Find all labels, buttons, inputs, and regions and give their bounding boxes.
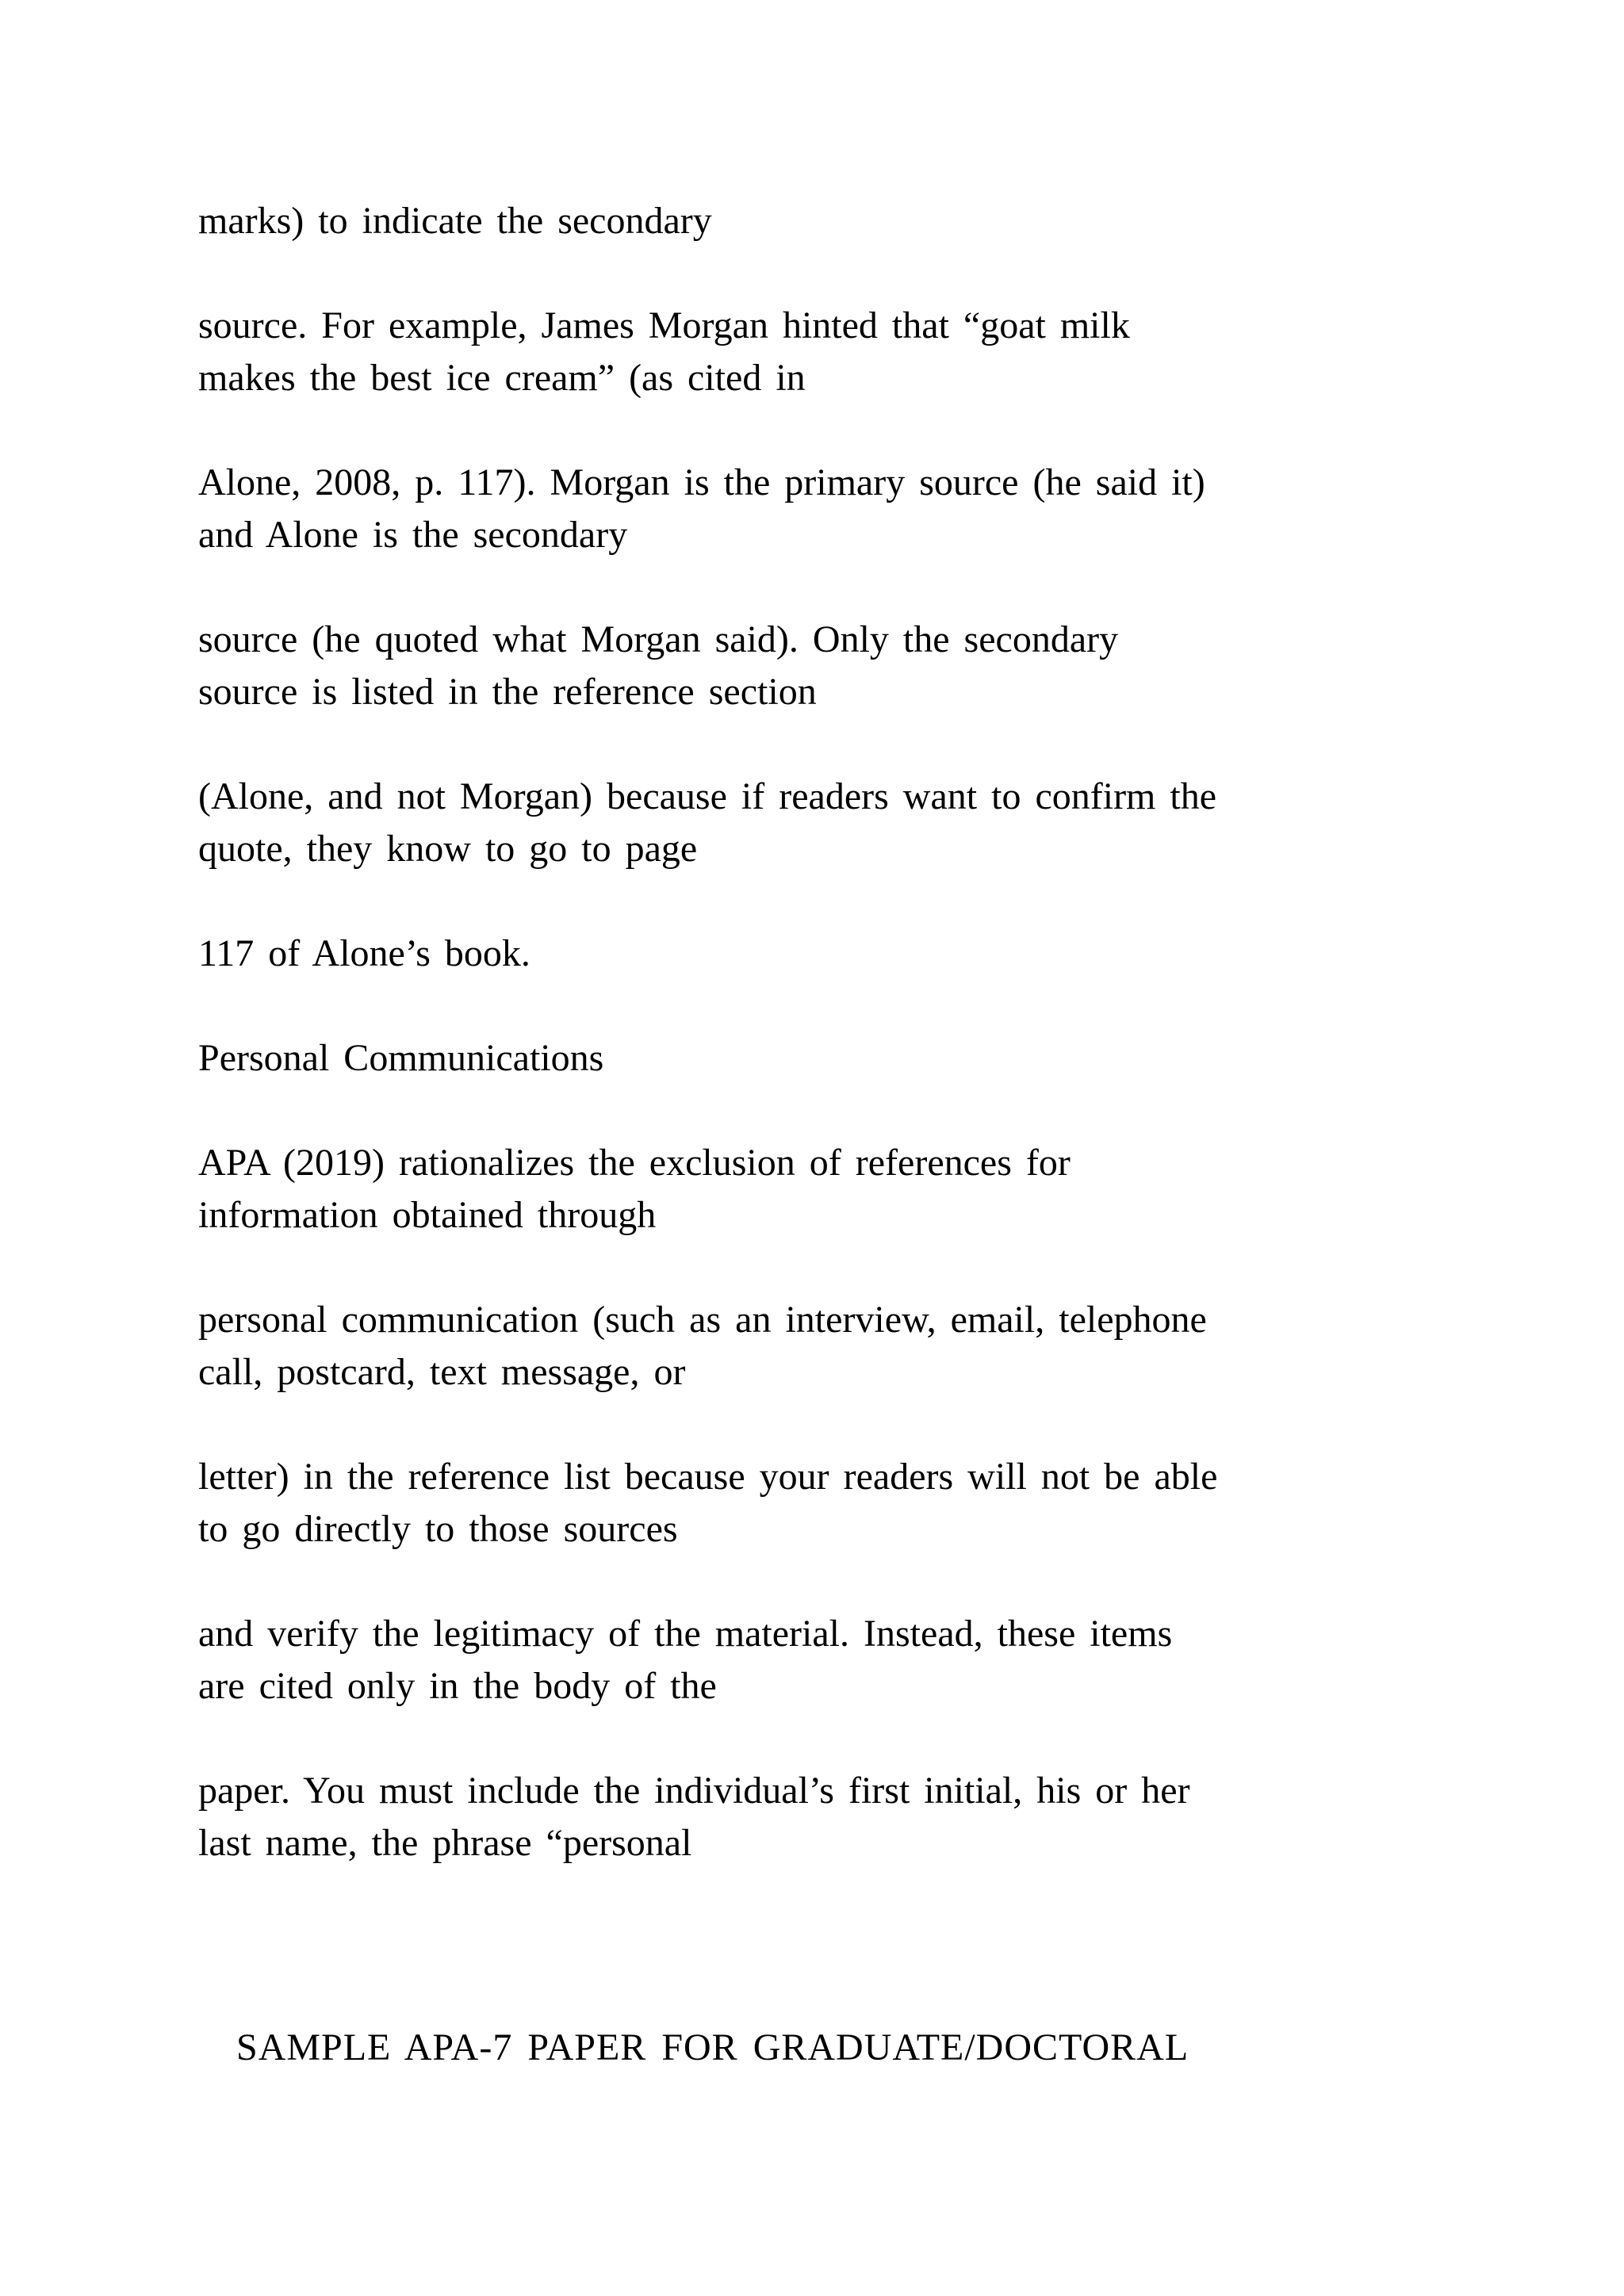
text-line: (Alone, and not Morgan) because if readers want to confirm the [198,775,1217,817]
paragraph [198,1294,1483,1399]
text-line: 117 of Alone’s book. [198,932,530,974]
text-line: makes the best ice cream” (as cited in [198,357,806,399]
text-line: source. For example, James Morgan hinted that “goat milk [198,304,1130,346]
paragraph [198,300,1483,404]
text-line: source is listed in the reference section [198,671,817,713]
text-line: to go directly to those sources [198,1508,678,1550]
text-line: marks) to indicate the secondary [198,200,712,242]
paragraph [198,195,1483,247]
text-line: letter) in the reference list because your readers will not be able [198,1456,1218,1498]
text-line: paper. You must include the individual’s first initial, his or her [198,1770,1190,1812]
paragraph [198,1608,1483,1712]
text-line: and Alone is the secondary [198,514,628,556]
text-line: personal communication (such as an interview, email, telephone [198,1299,1207,1341]
paragraph [198,928,1483,980]
heading-text: Personal Communications [198,1037,604,1079]
text-line: information obtained through [198,1194,657,1236]
text-line: last name, the phrase “personal [198,1822,692,1864]
text-line: quote, they know to go to page [198,828,698,870]
text-line: and verify the legitimacy of the material. Instead, these items [198,1613,1173,1655]
text-line: are cited only in the body of the [198,1665,717,1707]
text-line: Alone, 2008, p. 117). Morgan is the primary source (he said it) [198,461,1205,503]
text-line: call, postcard, text message, or [198,1351,686,1393]
running-footer: SAMPLE APA-7 PAPER FOR GRADUATE/DOCTORAL [236,2026,1189,2068]
section-heading [198,1032,1483,1085]
text-line: APA (2019) rationalizes the exclusion of references for [198,1142,1071,1184]
paragraph [198,1137,1483,1242]
paragraph [198,457,1483,561]
paragraph [198,614,1483,718]
text-line: source (he quoted what Morgan said). Only the secondary [198,618,1119,660]
paragraph [198,1451,1483,1556]
paragraph [198,1765,1483,1869]
paragraph [198,771,1483,875]
